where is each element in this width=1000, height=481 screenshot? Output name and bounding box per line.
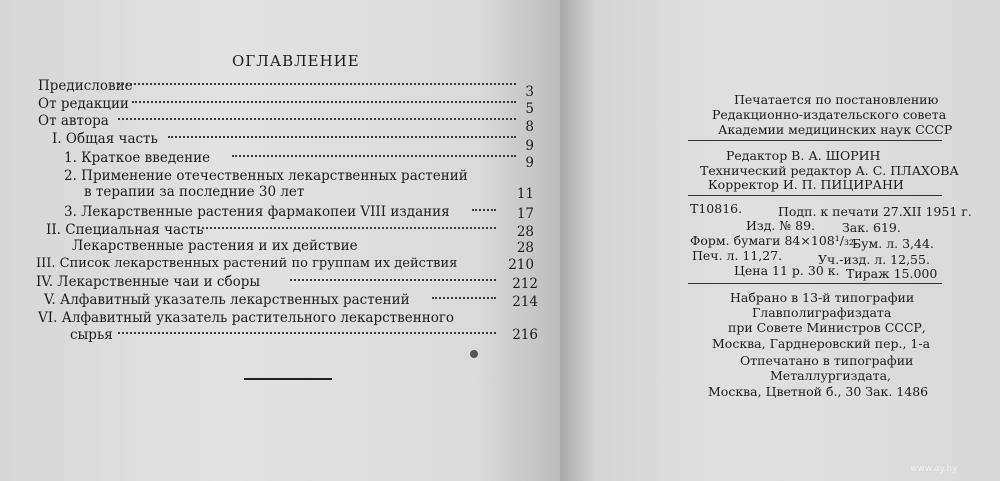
imprint-line: Печатается по постановлению: [734, 92, 939, 107]
toc-page: 5: [525, 101, 534, 117]
toc-page: 8: [525, 119, 534, 135]
imprint-divider: [688, 140, 942, 141]
imprint-spec: Печ. л. 11,27.: [692, 248, 783, 263]
imprint-line: Металлургиздата,: [770, 368, 891, 383]
toc-leader: [118, 82, 516, 85]
toc-page: 28: [516, 224, 534, 240]
imprint-line: Корректор И. П. ПИЦИРАНИ: [708, 177, 904, 192]
imprint-spec: Тираж 15.000: [846, 266, 938, 281]
imprint-spec: Подп. к печати 27.XII 1951 г.: [778, 204, 972, 219]
imprint-line: Набрано в 13-й типографии: [730, 290, 915, 305]
toc-entry: 2. Применение отечественных лекарственных растений: [64, 168, 468, 184]
toc-entry: I. Общая часть: [52, 131, 158, 147]
paper-speck: [470, 350, 478, 358]
toc-leader: [432, 296, 496, 299]
toc-leader: [168, 135, 516, 138]
imprint-spec: Цена 11 р. 30 к.: [734, 263, 840, 278]
toc-page: 214: [512, 294, 538, 310]
imprint-line: Москва, Цветной б., 30 Зак. 1486: [708, 384, 929, 399]
imprint-spec: Т10816.: [690, 201, 743, 216]
toc-entry-continuation: сырья: [70, 327, 113, 343]
imprint-spec: Изд. № 89.: [746, 218, 816, 233]
imprint-line: Академии медицинских наук СССР: [718, 122, 953, 137]
closing-rule: [244, 378, 332, 380]
imprint-line: Технический редактор А. С. ПЛАХОВА: [700, 163, 959, 178]
toc-entry: II. Специальная часть: [46, 222, 204, 238]
toc-page: 3: [525, 84, 534, 100]
toc-page: 210: [508, 257, 534, 273]
toc-page: 212: [512, 276, 538, 292]
toc-entry: Лекарственные растения и их действие: [72, 238, 358, 254]
imprint-line: при Совете Министров СССР,: [728, 320, 926, 335]
toc-page: 9: [525, 155, 534, 171]
toc-entry: 3. Лекарственные растения фармакопеи VIII издания: [64, 204, 450, 220]
toc-leader: [118, 117, 516, 120]
imprint-spec: Уч.-изд. л. 12,55.: [818, 252, 930, 267]
toc-page: 17: [516, 206, 534, 222]
toc-entry: V. Алфавитный указатель лекарственных растений: [44, 292, 410, 308]
imprint-spec: Зак. 619.: [842, 220, 901, 235]
toc-leader: [132, 100, 516, 103]
toc-entry: VI. Алфавитный указатель растительного лекарственного: [38, 310, 455, 326]
toc-entry: Предисловие: [38, 78, 133, 94]
toc-page: 216: [512, 327, 538, 343]
imprint-line: Редактор В. А. ШОРИН: [726, 148, 881, 163]
watermark: www.ay.by: [910, 464, 958, 474]
toc-leader: [232, 154, 516, 157]
toc-page: 11: [516, 186, 534, 202]
toc-leader: [290, 278, 496, 281]
imprint-line: Москва, Гарднеровский пер., 1-а: [712, 336, 931, 351]
toc-leader: [202, 226, 496, 229]
imprint-line: Отпечатано в типографии: [740, 353, 914, 368]
imprint-spec: Форм. бумаги 84×108¹/₃₂.: [690, 233, 858, 248]
toc-entry: От автора: [38, 113, 109, 129]
toc-entry-continuation: в терапии за последние 30 лет: [84, 184, 305, 200]
imprint-spec: Бум. л. 3,44.: [852, 236, 934, 251]
imprint-divider: [688, 283, 942, 284]
imprint-line: Редакционно-издательского совета: [712, 107, 947, 122]
imprint-divider: [688, 195, 942, 196]
toc-entry: 1. Краткое введение: [64, 150, 211, 166]
toc-page: 9: [525, 138, 534, 154]
toc-page: 28: [516, 240, 534, 256]
toc-leader: [118, 331, 496, 334]
toc-entry: IV. Лекарственные чаи и сборы: [36, 274, 261, 290]
toc-title: ОГЛАВЛЕНИЕ: [232, 52, 360, 70]
toc-entry: III. Список лекарственных растений по группам их действия: [36, 256, 458, 271]
toc-entry: От редакции: [38, 96, 129, 112]
imprint-line: Главполиграфиздата: [752, 305, 892, 320]
toc-leader: [472, 208, 496, 211]
